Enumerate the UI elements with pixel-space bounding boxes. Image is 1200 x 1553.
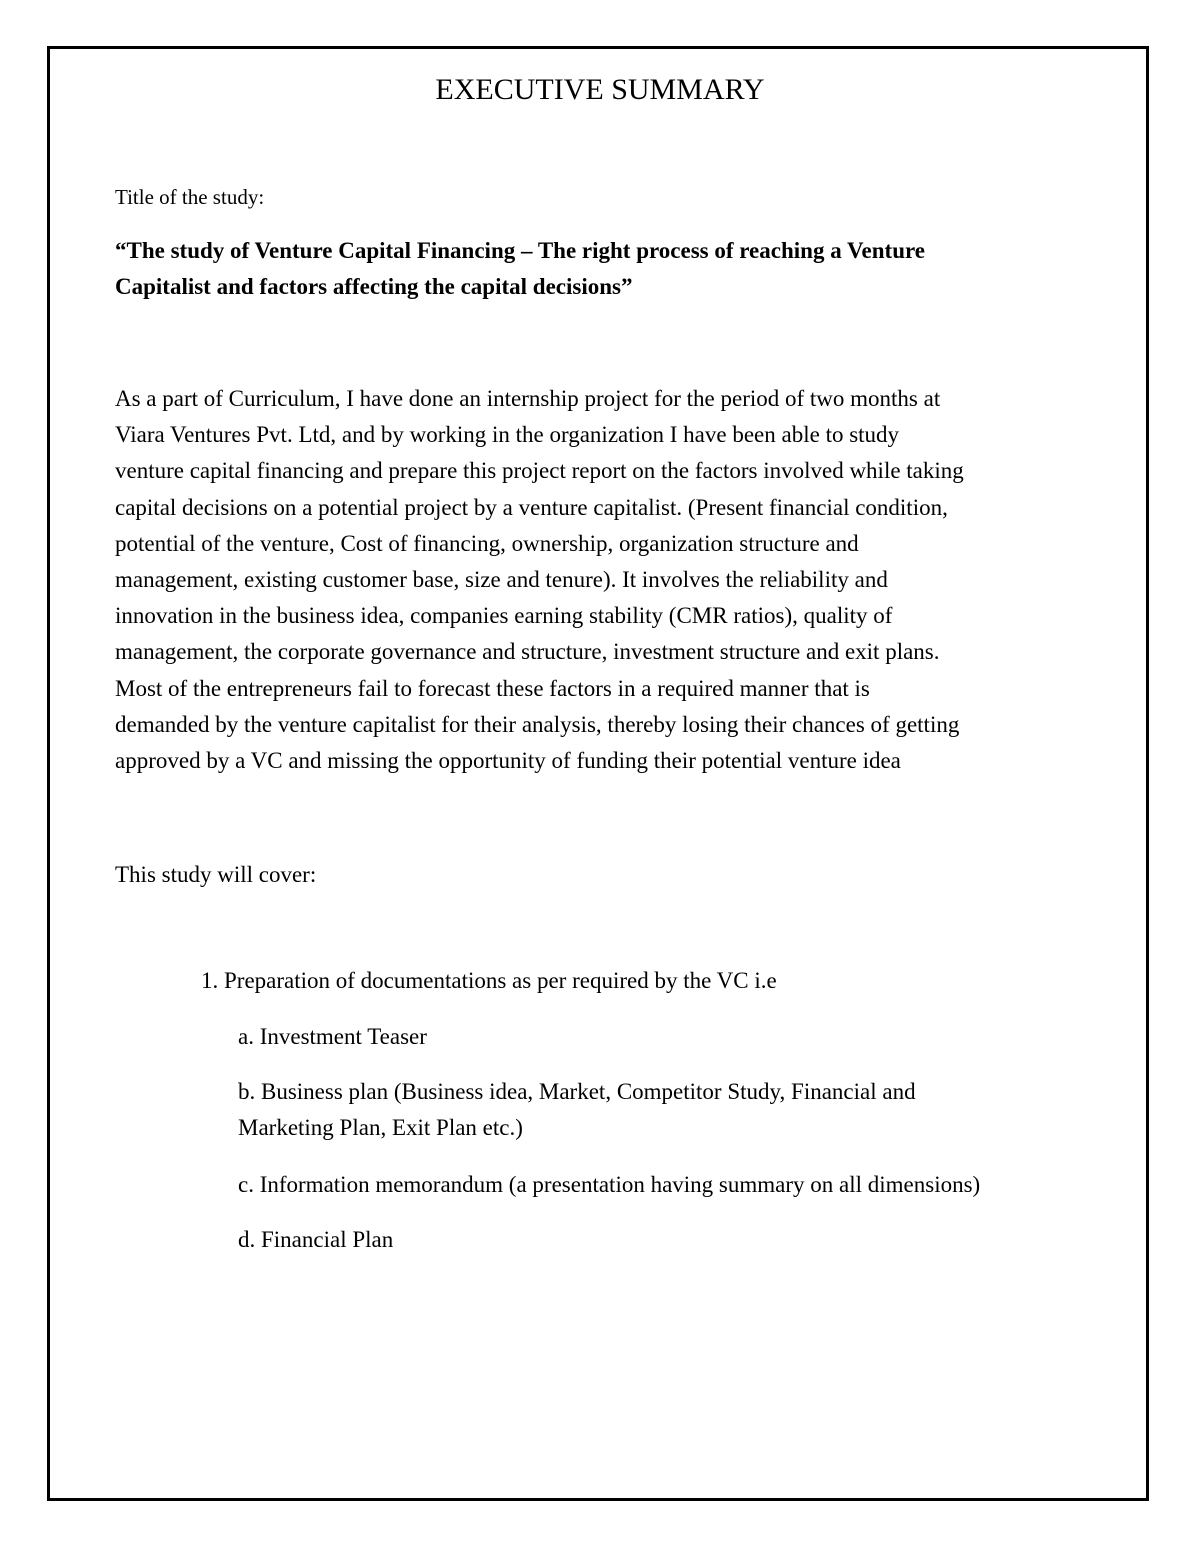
summary-line: Most of the entrepreneurs fail to forecast these factors in a required manner that is xyxy=(115,675,870,701)
summary-line: potential of the venture, Cost of financing, ownership, organization structure and xyxy=(115,530,859,556)
list-item-1: 1. Preparation of documentations as per required by the VC i.e xyxy=(201,968,777,993)
list-item-b xyxy=(238,1074,916,1146)
summary-line: approved by a VC and missing the opportunity of funding their potential venture idea xyxy=(115,748,901,774)
page-title: EXECUTIVE SUMMARY xyxy=(435,73,765,106)
study-title-line: Capitalist and factors affecting the capital decisions” xyxy=(115,274,633,299)
study-title-line: “The study of Venture Capital Financing – The right process of reaching a Venture xyxy=(115,238,925,263)
summary-paragraph xyxy=(115,381,1145,779)
summary-line: venture capital financing and prepare this project report on the factors involved while taking xyxy=(115,458,964,484)
summary-line: capital decisions on a potential project by a venture capitalist. (Present financial condition, xyxy=(115,494,948,520)
list-item-a: a. Investment Teaser xyxy=(238,1024,427,1049)
study-title xyxy=(115,233,1105,305)
summary-line: As a part of Curriculum, I have done an internship project for the period of two months at xyxy=(115,386,941,411)
summary-line: innovation in the business idea, companies earning stability (CMR ratios), quality of xyxy=(115,603,893,629)
list-item-d: d. Financial Plan xyxy=(238,1227,394,1252)
summary-line: Viara Ventures Pvt. Ltd, and by working in the organization I have been able to study xyxy=(115,422,900,448)
list-item-b-line: Marketing Plan, Exit Plan etc.) xyxy=(238,1115,523,1140)
summary-line: management, the corporate governance and structure, investment structure and exit plans. xyxy=(115,639,940,665)
summary-line: demanded by the venture capitalist for their analysis, thereby losing their chances of getting xyxy=(115,711,960,737)
list-item-c: c. Information memorandum (a presentation having summary on all dimensions) xyxy=(238,1172,981,1197)
summary-line: management, existing customer base, size and tenure). It involves the reliability and xyxy=(115,567,888,593)
coverage-intro: This study will cover: xyxy=(115,862,317,887)
study-title-label: Title of the study: xyxy=(115,185,265,209)
list-item-b-line: b. Business plan (Business idea, Market, Competitor Study, Financial and xyxy=(238,1079,916,1104)
